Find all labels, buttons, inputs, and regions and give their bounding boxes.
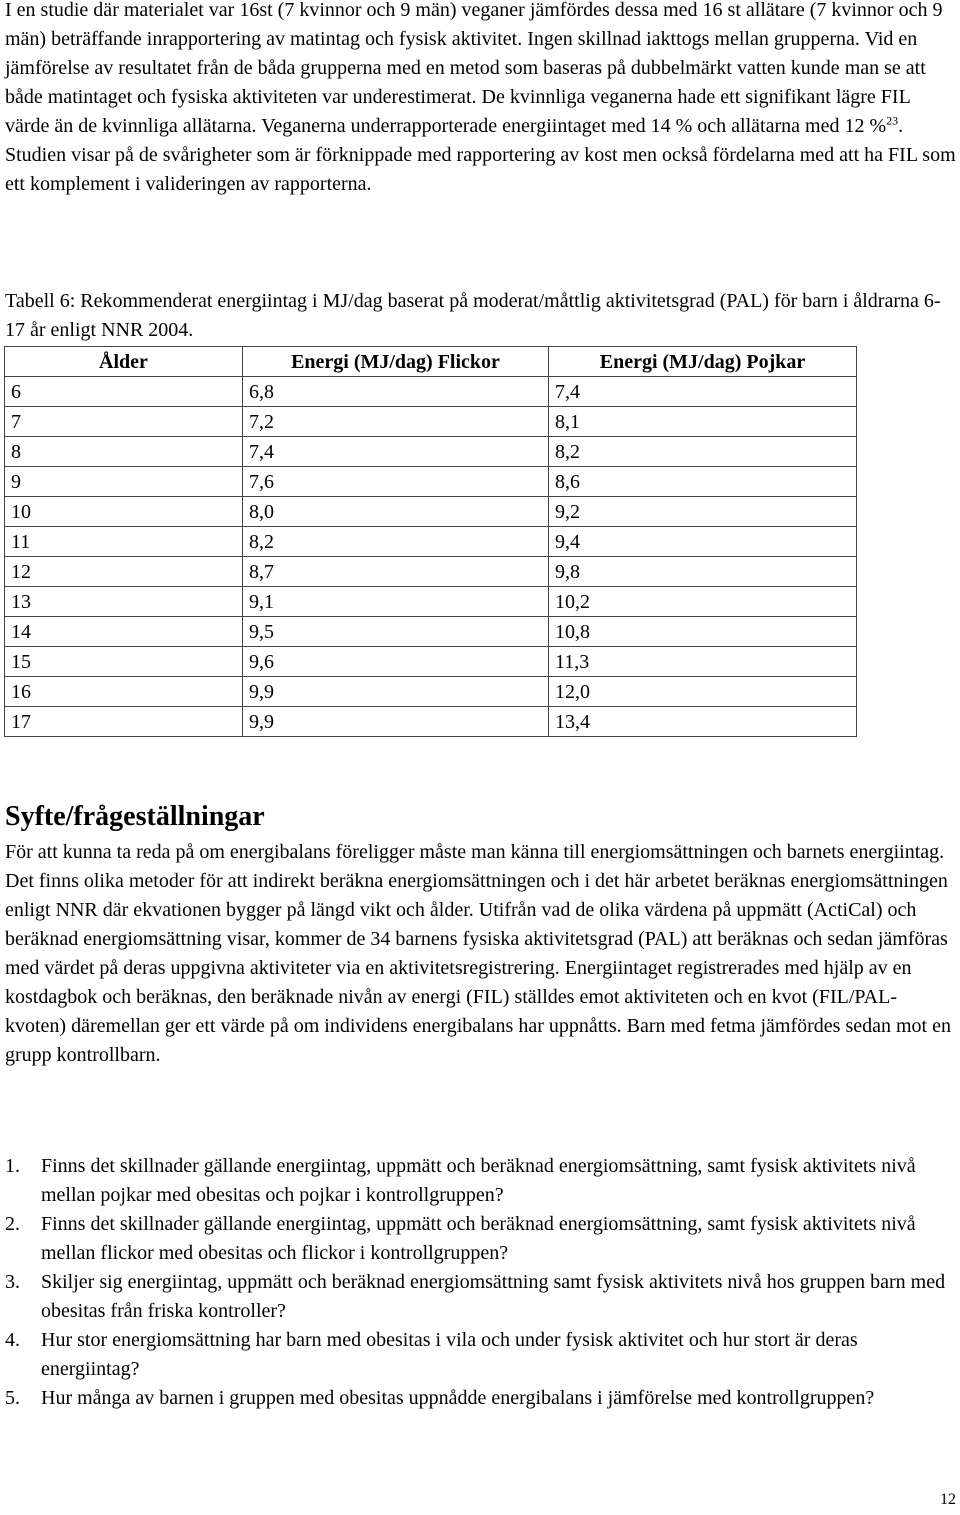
intro-text-continued: . Studien visar på de svårigheter som är förknippade med rapportering av kost men också fördelarna med att ha FIL som ett komplement i valideringen av rapporterna. xyxy=(5,115,956,195)
cell-boys-energy: 10,2 xyxy=(549,587,857,617)
intro-paragraph xyxy=(5,0,957,199)
section-heading: Syfte/frågeställningar xyxy=(5,801,265,832)
table-row xyxy=(5,497,857,527)
cell-boys-energy: 8,6 xyxy=(549,467,857,497)
cell-age: 14 xyxy=(5,617,243,647)
cell-girls-energy: 8,0 xyxy=(243,497,549,527)
table-header-row xyxy=(5,347,857,377)
table-row xyxy=(5,407,857,437)
cell-boys-energy: 9,4 xyxy=(549,527,857,557)
table-row xyxy=(5,557,857,587)
cell-boys-energy: 10,8 xyxy=(549,617,857,647)
page-number: 12 xyxy=(940,1491,956,1508)
question-item xyxy=(5,1384,957,1413)
question-text: Hur många av barnen i gruppen med obesitas uppnådde energibalans i jämförelse med kontrollgruppen? xyxy=(41,1387,875,1409)
cell-age: 15 xyxy=(5,647,243,677)
cell-age: 8 xyxy=(5,437,243,467)
cell-boys-energy: 11,3 xyxy=(549,647,857,677)
question-item xyxy=(5,1268,957,1326)
cell-boys-energy: 13,4 xyxy=(549,707,857,737)
question-number: 1. xyxy=(5,1155,20,1177)
cell-age: 11 xyxy=(5,527,243,557)
question-number: 5. xyxy=(5,1387,20,1409)
cell-age: 10 xyxy=(5,497,243,527)
cell-age: 12 xyxy=(5,557,243,587)
cell-girls-energy: 7,4 xyxy=(243,437,549,467)
question-text: Hur stor energiomsättning har barn med obesitas i vila och under fysisk aktivitet och hur stort är deras energiintag? xyxy=(41,1329,858,1380)
question-text: Finns det skillnader gällande energiintag, uppmätt och beräknad energiomsättning, samt fysisk aktivitets nivå mellan flickor med obesitas och flickor i kontrollgruppen? xyxy=(41,1213,916,1264)
question-text: Skiljer sig energiintag, uppmätt och beräknad energiomsättning samt fysisk aktivitets nivå hos gruppen barn med obesitas från friska kontroller? xyxy=(41,1271,946,1322)
question-number: 3. xyxy=(5,1271,20,1293)
question-item xyxy=(5,1210,957,1268)
table-row xyxy=(5,617,857,647)
intro-text: I en studie där materialet var 16st (7 kvinnor och 9 män) veganer jämfördes dessa med 16 st allätare (7 kvinnor och 9 män) beträffande inrapportering av matintag och fysisk aktivitet. Ingen skillnad iakttogs mellan grupperna. Vid en jämförelse av resultatet från de båda grupperna med en metod som baseras på dubbelmärkt vatten kunde man se att både matintaget och fysiska aktiviteten var underestimerat. De kvinnliga veganerna hade ett signifikant lägre FIL värde än de kvinnliga allätarna. Veganerna underrapporterade energiintaget med 14 % och allätarna med 12 % xyxy=(5,0,943,137)
cell-girls-energy: 9,6 xyxy=(243,647,549,677)
cell-girls-energy: 8,2 xyxy=(243,527,549,557)
cell-age: 17 xyxy=(5,707,243,737)
header-age: Ålder xyxy=(5,347,243,377)
citation-superscript: 23 xyxy=(886,113,899,128)
cell-girls-energy: 9,9 xyxy=(243,707,549,737)
cell-boys-energy: 9,8 xyxy=(549,557,857,587)
table-row xyxy=(5,377,857,407)
cell-boys-energy: 8,1 xyxy=(549,407,857,437)
cell-age: 7 xyxy=(5,407,243,437)
table-row xyxy=(5,467,857,497)
question-number: 2. xyxy=(5,1213,20,1235)
table-row xyxy=(5,647,857,677)
cell-girls-energy: 9,9 xyxy=(243,677,549,707)
question-item xyxy=(5,1326,957,1384)
table-caption: Tabell 6: Rekommenderat energiintag i MJ/dag baserat på moderat/måttlig aktivitetsgrad (PAL) för barn i åldrarna 6-17 år enligt NNR 2004. xyxy=(5,290,941,341)
cell-girls-energy: 9,5 xyxy=(243,617,549,647)
question-text: Finns det skillnader gällande energiintag, uppmätt och beräknad energiomsättning, samt fysisk aktivitets nivå mellan pojkar med obesitas och pojkar i kontrollgruppen? xyxy=(41,1155,916,1206)
question-item xyxy=(5,1152,957,1210)
cell-girls-energy: 9,1 xyxy=(243,587,549,617)
cell-age: 9 xyxy=(5,467,243,497)
cell-girls-energy: 8,7 xyxy=(243,557,549,587)
cell-girls-energy: 7,6 xyxy=(243,467,549,497)
table-row xyxy=(5,707,857,737)
question-number: 4. xyxy=(5,1329,20,1351)
energy-intake-table xyxy=(4,346,857,737)
cell-girls-energy: 6,8 xyxy=(243,377,549,407)
cell-boys-energy: 7,4 xyxy=(549,377,857,407)
header-boys: Energi (MJ/dag) Pojkar xyxy=(549,347,857,377)
cell-girls-energy: 7,2 xyxy=(243,407,549,437)
cell-age: 13 xyxy=(5,587,243,617)
table-row xyxy=(5,437,857,467)
cell-age: 6 xyxy=(5,377,243,407)
cell-boys-energy: 12,0 xyxy=(549,677,857,707)
cell-boys-energy: 8,2 xyxy=(549,437,857,467)
cell-boys-energy: 9,2 xyxy=(549,497,857,527)
section-body: För att kunna ta reda på om energibalans föreligger måste man känna till energiomsättningen och barnets energiintag. Det finns olika metoder för att indirekt beräkna energiomsättningen och i det här arbetet beräknas energiomsättningen enligt NNR där ekvationen bygger på längd vikt och ålder. Utifrån vad de olika värdena på uppmätt (ActiCal) och beräknad energiomsättning visar, kommer de 34 barnens fysiska aktivitetsgrad (PAL) att beräknas och sedan jämföras med värdet på deras uppgivna aktiviteter via en aktivitetsregistrering. Energiintaget registrerades med hjälp av en kostdagbok och beräknas, den beräknade nivån av energi (FIL) ställdes emot aktiviteten och en kvot (FIL/PAL-kvoten) däremellan ger ett värde på om individens energibalans har uppnåtts. Barn med fetma jämfördes sedan mot en grupp kontrollbarn. xyxy=(5,841,951,1066)
question-list xyxy=(5,1152,957,1413)
table-row xyxy=(5,677,857,707)
table-row xyxy=(5,587,857,617)
table-row xyxy=(5,527,857,557)
header-girls: Energi (MJ/dag) Flickor xyxy=(243,347,549,377)
cell-age: 16 xyxy=(5,677,243,707)
